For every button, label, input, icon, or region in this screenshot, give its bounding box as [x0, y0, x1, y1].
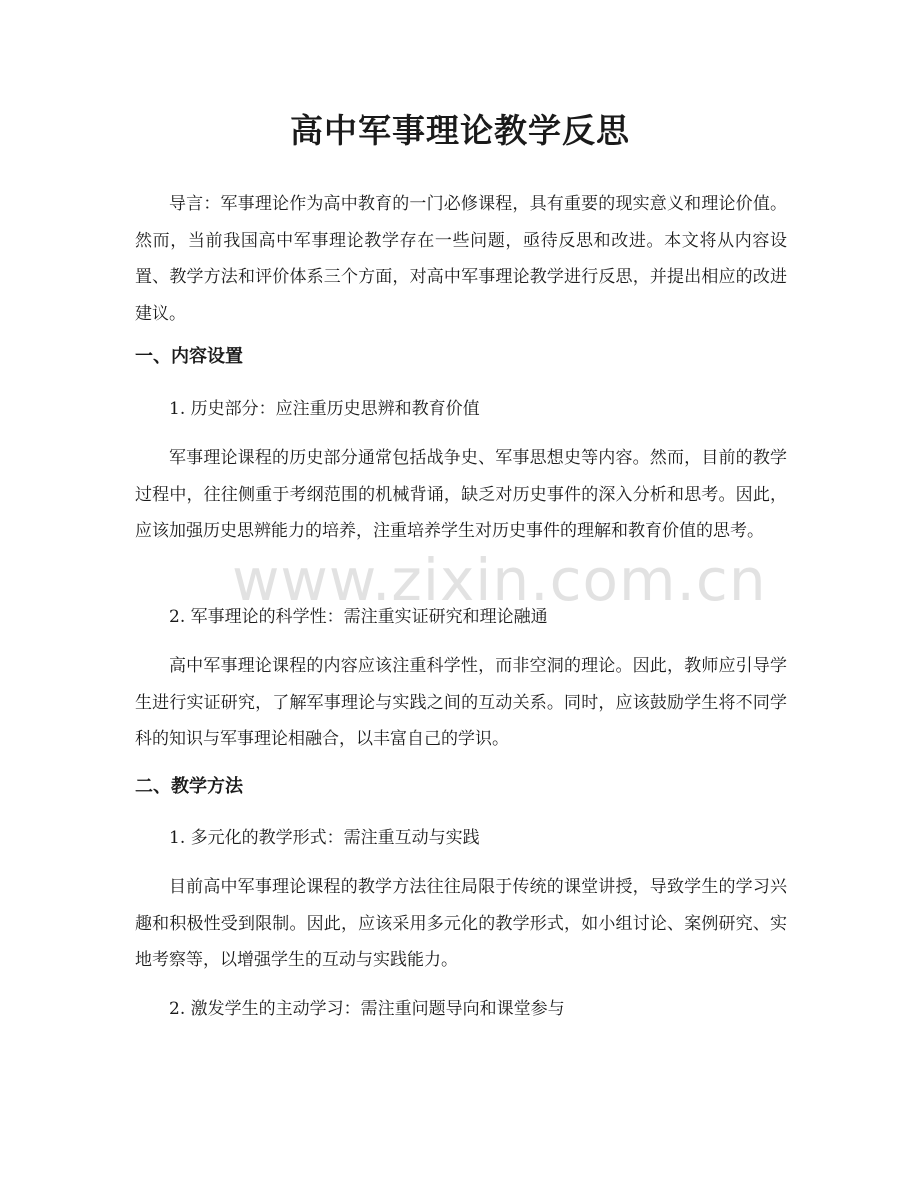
intro-paragraph: 导言：军事理论作为高中教育的一门必修课程，具有重要的现实意义和理论价值。然而，当前我国高中军事理论教学存在一些问题，亟待反思和改进。本文将从内容设置、教学方法和评价体系三个方面，对高中军事理论教学进行反思，并提出相应的改进建议。 — [135, 194, 787, 324]
body-diverse: 目前高中军事理论课程的教学方法往往局限于传统的课堂讲授，导致学生的学习兴趣和积极性受到限制。因此，应该采用多元化的教学形式，如小组讨论、案例研究、实地考察等，以增强学生的互动与实践能力。 — [135, 877, 787, 970]
subheading-active-learning: 2. 激发学生的主动学习：需注重问题导向和课堂参与 — [169, 999, 565, 1019]
subheading-diverse: 1. 多元化的教学形式：需注重互动与实践 — [169, 828, 480, 848]
document-title: 高中军事理论教学反思 — [290, 111, 630, 150]
watermark-text: www.zixin.com.cn — [232, 546, 767, 614]
subheading-history: 1. 历史部分：应注重历史思辨和教育价值 — [169, 399, 480, 419]
section-heading-content: 一、内容设置 — [135, 346, 243, 367]
body-history: 军事理论课程的历史部分通常包括战争史、军事思想史等内容。然而，目前的教学过程中，往往侧重于考纲范围的机械背诵，缺乏对历史事件的深入分析和思考。因此，应该加强历史思辨能力的培养，注重培养学生对历史事件的理解和教育价值的思考。 — [135, 448, 787, 541]
section-heading-methods: 二、教学方法 — [135, 776, 243, 797]
body-science: 高中军事理论课程的内容应该注重科学性，而非空洞的理论。因此，教师应引导学生进行实证研究，了解军事理论与实践之间的互动关系。同时，应该鼓励学生将不同学科的知识与军事理论相融合，以丰富自己的学识。 — [135, 656, 787, 749]
subheading-science: 2. 军事理论的科学性：需注重实证研究和理论融通 — [169, 607, 548, 627]
